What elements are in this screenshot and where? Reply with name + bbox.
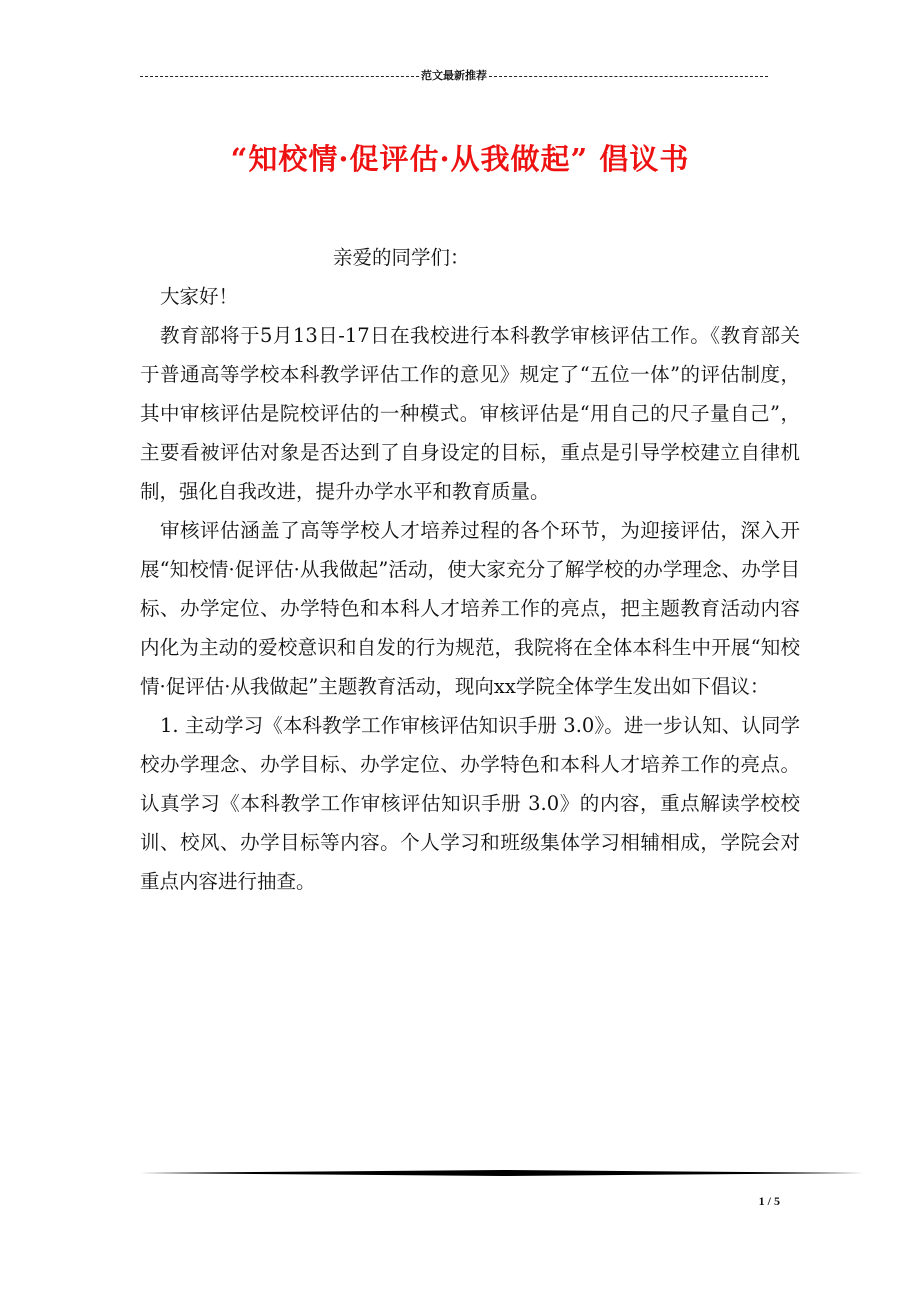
header-dashes-left (140, 68, 419, 84)
paragraph-2: 审核评估涵盖了高等学校人才培养过程的各个环节，为迎接评估，深入开展“知校情·促评估·从我做起”活动，使大家充分了解学校的办学理念、办学目标、办学定位、办学特色和本科人才培养工作的亮点，把主题教育活动内容内化为主动的爱校意识和自发的行为规范，我院将在全体本科生中开展“知校情·促评估·从我做起”主题教育活动，现向xx学院全体学生发出如下倡议： (140, 519, 800, 698)
header-dashes-right (489, 68, 768, 84)
greeting: 大家好！ (160, 285, 239, 308)
paragraph-1: 教育部将于5月13日-17日在我校进行本科教学审核评估工作。《教育部关于普通高等学校本科教学评估工作的意见》规定了“五位一体”的评估制度， 其中审核评估是院校评估的一种模式。审核评估是“用自己的尺子量自己”，主要看被评估对象是否达到了自身设定的目标，重点是引导学校建立自律机制，强化自我改进，提升办学水平和教育质量。 (140, 324, 800, 503)
page-number: 1 / 5 (758, 1194, 780, 1208)
page-header (140, 68, 768, 84)
document-body (140, 238, 800, 901)
document-title: “知校情·促评估·从我做起” 倡议书 (230, 142, 690, 177)
salutation: 亲爱的同学们： (333, 246, 470, 269)
footer-divider (140, 1170, 864, 1176)
paragraph-3: 1. 主动学习《本科教学工作审核评估知识手册 3.0》。进一步认知、认同学校办学理念、办学目标、办学定位、办学特色和本科人才培养工作的亮点。认真学习《本科教学工作审核评估知识手册 3.0》的内容，重点解读学校校训、校风、办学目标等内容。个人学习和班级集体学习相辅相成，学院会对重点内容进行抽查。 (140, 714, 800, 893)
header-label: 范文最新推荐 (421, 70, 487, 82)
